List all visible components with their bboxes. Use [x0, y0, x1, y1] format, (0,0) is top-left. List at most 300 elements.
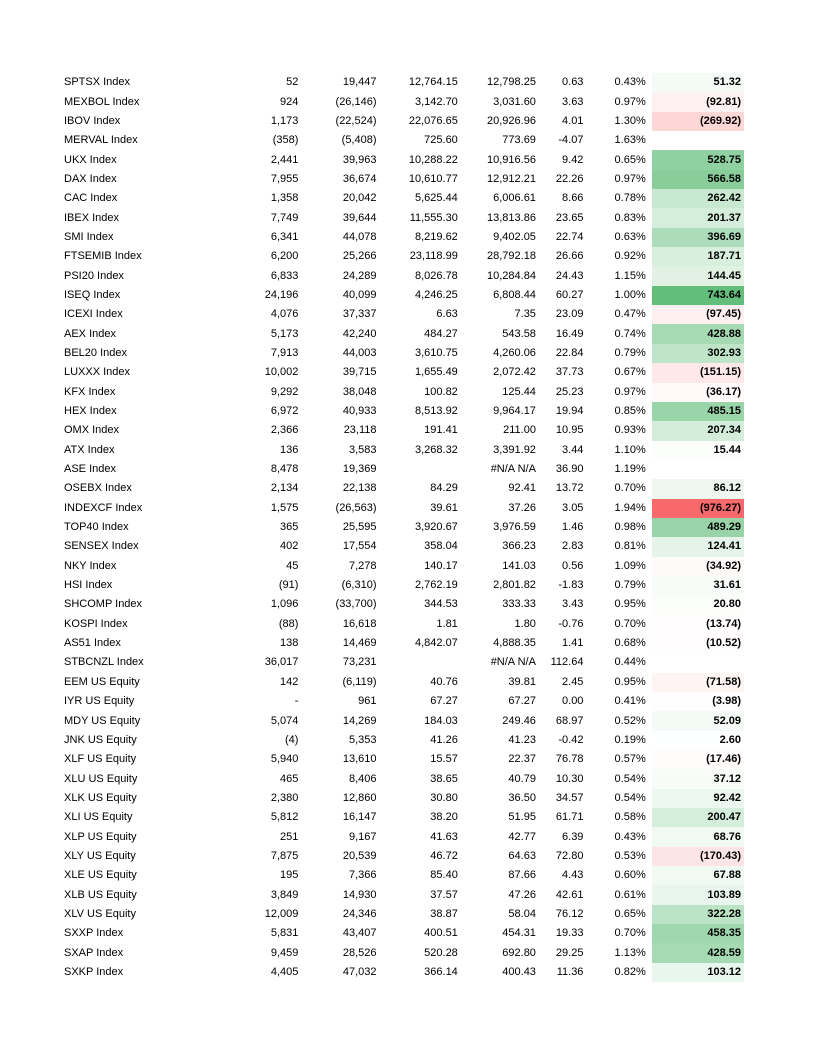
heatmap-value-cell[interactable]: 144.45 — [652, 266, 744, 285]
value-cell[interactable]: 39,715 — [342, 366, 377, 379]
value-cell[interactable]: 40.76 — [430, 675, 458, 688]
value-cell[interactable]: 1.94% — [614, 501, 646, 514]
value-cell[interactable]: 773.69 — [502, 134, 536, 147]
value-cell[interactable]: 0.56 — [562, 559, 584, 572]
value-cell[interactable]: 142 — [280, 675, 299, 688]
value-cell[interactable]: 0.92% — [614, 250, 646, 263]
value-cell[interactable]: #N/A N/A — [490, 656, 536, 669]
value-cell[interactable]: 72.80 — [555, 849, 584, 862]
value-cell[interactable]: 2,801.82 — [493, 579, 536, 592]
value-cell[interactable]: 23.65 — [555, 211, 584, 224]
value-cell[interactable]: 0.97% — [614, 172, 646, 185]
ticker-cell[interactable]: DAX Index — [64, 172, 117, 185]
value-cell[interactable]: 5,074 — [270, 714, 299, 727]
value-cell[interactable]: 195 — [280, 869, 299, 882]
value-cell[interactable]: 25,595 — [342, 521, 377, 534]
value-cell[interactable]: 1,096 — [270, 598, 299, 611]
value-cell[interactable]: (91) — [278, 579, 299, 592]
value-cell[interactable]: 465 — [280, 772, 299, 785]
value-cell[interactable]: 6,833 — [270, 269, 299, 282]
value-cell[interactable]: (5,408) — [341, 134, 377, 147]
value-cell[interactable]: 8.66 — [562, 192, 584, 205]
value-cell[interactable]: (22,524) — [335, 114, 377, 127]
ticker-cell[interactable]: EEM US Equity — [64, 675, 140, 688]
value-cell[interactable]: 1.19% — [614, 463, 646, 476]
value-cell[interactable]: 2,366 — [270, 424, 299, 437]
ticker-cell[interactable]: OMX Index — [64, 424, 120, 437]
value-cell[interactable]: 3,391.92 — [493, 443, 536, 456]
value-cell[interactable]: 67.27 — [430, 695, 458, 708]
value-cell[interactable]: (26,146) — [335, 95, 377, 108]
ticker-cell[interactable]: IYR US Equity — [64, 695, 135, 708]
value-cell[interactable]: 0.65% — [614, 907, 646, 920]
value-cell[interactable]: 0.81% — [614, 540, 646, 553]
heatmap-value-cell[interactable]: (151.15) — [652, 363, 744, 382]
value-cell[interactable]: 6,808.44 — [493, 288, 536, 301]
value-cell[interactable]: 1.30% — [614, 114, 646, 127]
value-cell[interactable]: 6,972 — [270, 405, 299, 418]
value-cell[interactable]: 0.63% — [614, 230, 646, 243]
ticker-cell[interactable]: SMI Index — [64, 230, 114, 243]
value-cell[interactable]: 0.53% — [614, 849, 646, 862]
value-cell[interactable]: 4,405 — [270, 965, 299, 978]
value-cell[interactable]: (88) — [278, 617, 299, 630]
ticker-cell[interactable]: NKY Index — [64, 559, 117, 572]
value-cell[interactable]: 84.29 — [430, 482, 458, 495]
value-cell[interactable]: 19.33 — [555, 927, 584, 940]
value-cell[interactable]: 0.85% — [614, 405, 646, 418]
heatmap-value-cell[interactable]: 743.64 — [652, 286, 744, 305]
value-cell[interactable]: 8,406 — [348, 772, 377, 785]
value-cell[interactable]: 344.53 — [424, 598, 458, 611]
ticker-cell[interactable]: ICEXI Index — [64, 308, 123, 321]
heatmap-value-cell[interactable]: (17.46) — [652, 750, 744, 769]
ticker-cell[interactable]: HSI Index — [64, 579, 113, 592]
ticker-cell[interactable]: XLY US Equity — [64, 849, 136, 862]
value-cell[interactable]: 0.00 — [562, 695, 584, 708]
value-cell[interactable]: 38.65 — [430, 772, 458, 785]
value-cell[interactable]: 140.17 — [424, 559, 458, 572]
value-cell[interactable]: 961 — [358, 695, 377, 708]
value-cell[interactable]: 36.50 — [508, 791, 536, 804]
value-cell[interactable]: 400.51 — [424, 927, 458, 940]
value-cell[interactable]: 41.63 — [430, 830, 458, 843]
value-cell[interactable]: 191.41 — [424, 424, 458, 437]
value-cell[interactable]: 12,912.21 — [487, 172, 536, 185]
value-cell[interactable]: 12,009 — [264, 907, 299, 920]
value-cell[interactable]: 0.65% — [614, 153, 646, 166]
value-cell[interactable]: 3.44 — [562, 443, 584, 456]
value-cell[interactable]: 136 — [280, 443, 299, 456]
value-cell[interactable]: 14,469 — [342, 637, 377, 650]
value-cell[interactable]: 16,147 — [342, 811, 377, 824]
value-cell[interactable]: 3.63 — [562, 95, 584, 108]
ticker-cell[interactable]: OSEBX Index — [64, 482, 132, 495]
value-cell[interactable]: 1.46 — [562, 521, 584, 534]
ticker-cell[interactable]: KFX Index — [64, 385, 116, 398]
heatmap-value-cell[interactable]: 396.69 — [652, 228, 744, 247]
value-cell[interactable]: 12,860 — [342, 791, 377, 804]
ticker-cell[interactable]: XLP US Equity — [64, 830, 137, 843]
value-cell[interactable]: 11.36 — [556, 965, 584, 978]
heatmap-value-cell[interactable]: 207.34 — [652, 421, 744, 440]
value-cell[interactable]: 5,940 — [270, 753, 299, 766]
value-cell[interactable]: 24,289 — [342, 269, 377, 282]
value-cell[interactable]: 9,964.17 — [493, 405, 536, 418]
ticker-cell[interactable]: MEXBOL Index — [64, 95, 140, 108]
ticker-cell[interactable]: ASE Index — [64, 463, 116, 476]
value-cell[interactable]: 68.97 — [555, 714, 584, 727]
value-cell[interactable]: 125.44 — [502, 385, 536, 398]
value-cell[interactable]: 44,003 — [342, 346, 377, 359]
value-cell[interactable]: 36.90 — [555, 463, 584, 476]
value-cell[interactable]: 14,269 — [342, 714, 377, 727]
heatmap-value-cell[interactable]: (13.74) — [652, 615, 744, 634]
ticker-cell[interactable]: IBOV Index — [64, 114, 121, 127]
value-cell[interactable]: 4.01 — [562, 114, 584, 127]
value-cell[interactable]: 47.26 — [508, 888, 536, 901]
heatmap-value-cell[interactable]: 103.89 — [652, 885, 744, 904]
heatmap-value-cell[interactable]: (269.92) — [652, 112, 744, 131]
ticker-cell[interactable]: SXXP Index — [64, 927, 124, 940]
value-cell[interactable]: 45 — [286, 559, 299, 572]
heatmap-value-cell[interactable]: 67.88 — [652, 866, 744, 885]
value-cell[interactable]: 10,916.56 — [487, 153, 536, 166]
value-cell[interactable]: 7,955 — [270, 172, 299, 185]
ticker-cell[interactable]: XLI US Equity — [64, 811, 133, 824]
value-cell[interactable]: 3,268.32 — [414, 443, 458, 456]
heatmap-value-cell[interactable]: 20.80 — [652, 595, 744, 614]
value-cell[interactable]: 16,618 — [342, 617, 377, 630]
value-cell[interactable]: -4.07 — [558, 134, 584, 147]
value-cell[interactable]: 22.74 — [555, 230, 584, 243]
value-cell[interactable]: 13.72 — [555, 482, 584, 495]
value-cell[interactable]: 3.05 — [562, 501, 584, 514]
value-cell[interactable]: 87.66 — [508, 869, 536, 882]
value-cell[interactable]: 1,173 — [270, 114, 299, 127]
value-cell[interactable]: 2,380 — [270, 791, 299, 804]
value-cell[interactable]: 39.81 — [508, 675, 536, 688]
value-cell[interactable]: (26,563) — [335, 501, 377, 514]
ticker-cell[interactable]: BEL20 Index — [64, 346, 127, 359]
heatmap-value-cell[interactable]: (34.92) — [652, 557, 744, 576]
value-cell[interactable]: 1.10% — [614, 443, 646, 456]
ticker-cell[interactable]: UKX Index — [64, 153, 117, 166]
heatmap-value-cell[interactable]: 37.12 — [652, 769, 744, 788]
value-cell[interactable]: 0.74% — [614, 327, 646, 340]
heatmap-value-cell[interactable]: 201.37 — [652, 208, 744, 227]
value-cell[interactable]: 19,447 — [342, 76, 377, 89]
value-cell[interactable]: 0.93% — [614, 424, 646, 437]
value-cell[interactable]: 42,240 — [342, 327, 377, 340]
ticker-cell[interactable]: SXAP Index — [64, 946, 124, 959]
value-cell[interactable]: 10,288.22 — [408, 153, 458, 166]
value-cell[interactable]: 3.43 — [562, 598, 584, 611]
value-cell[interactable]: 38,048 — [342, 385, 377, 398]
value-cell[interactable]: 3,142.70 — [414, 95, 458, 108]
heatmap-value-cell[interactable]: 187.71 — [652, 247, 744, 266]
heatmap-value-cell[interactable]: 428.88 — [652, 324, 744, 343]
value-cell[interactable]: 1.63% — [614, 134, 646, 147]
heatmap-value-cell[interactable]: 51.32 — [652, 73, 744, 92]
value-cell[interactable]: 40.79 — [508, 772, 536, 785]
value-cell[interactable]: -0.76 — [558, 617, 584, 630]
value-cell[interactable]: 28,526 — [342, 946, 377, 959]
value-cell[interactable]: 25,266 — [342, 250, 377, 263]
value-cell[interactable]: 2,762.19 — [414, 579, 458, 592]
value-cell[interactable]: 76.12 — [555, 907, 584, 920]
value-cell[interactable]: 0.68% — [614, 637, 646, 650]
value-cell[interactable]: 0.78% — [614, 192, 646, 205]
value-cell[interactable]: 85.40 — [430, 869, 458, 882]
value-cell[interactable]: 0.58% — [614, 811, 646, 824]
value-cell[interactable]: 2.83 — [562, 540, 584, 553]
heatmap-value-cell[interactable]: 322.28 — [652, 905, 744, 924]
value-cell[interactable]: (358) — [272, 134, 299, 147]
value-cell[interactable]: 23,118 — [343, 424, 377, 437]
value-cell[interactable]: 29.25 — [555, 946, 584, 959]
value-cell[interactable]: 365 — [280, 521, 299, 534]
value-cell[interactable]: 2.45 — [562, 675, 584, 688]
value-cell[interactable]: 112.64 — [550, 656, 584, 669]
value-cell[interactable]: 9,402.05 — [493, 230, 536, 243]
value-cell[interactable]: 0.79% — [614, 579, 646, 592]
value-cell[interactable]: - — [294, 695, 299, 708]
ticker-cell[interactable]: PSI20 Index — [64, 269, 124, 282]
value-cell[interactable] — [377, 460, 458, 479]
value-cell[interactable]: 8,219.62 — [414, 230, 458, 243]
value-cell[interactable]: 37.26 — [508, 501, 536, 514]
value-cell[interactable]: 40,099 — [342, 288, 377, 301]
heatmap-value-cell[interactable]: 458.35 — [652, 924, 744, 943]
value-cell[interactable]: 43,407 — [342, 927, 377, 940]
value-cell[interactable]: 7,366 — [348, 869, 377, 882]
value-cell[interactable]: 41.26 — [430, 733, 458, 746]
value-cell[interactable]: 5,831 — [270, 927, 299, 940]
heatmap-value-cell[interactable]: 92.42 — [652, 789, 744, 808]
value-cell[interactable]: 44,078 — [342, 230, 377, 243]
value-cell[interactable]: 211.00 — [503, 424, 536, 437]
value-cell[interactable]: 454.31 — [502, 927, 536, 940]
heatmap-value-cell[interactable]: 262.42 — [652, 189, 744, 208]
ticker-cell[interactable]: SENSEX Index — [64, 540, 139, 553]
ticker-cell[interactable]: IBEX Index — [64, 211, 120, 224]
value-cell[interactable]: 924 — [280, 95, 299, 108]
ticker-cell[interactable]: XLE US Equity — [64, 869, 137, 882]
value-cell[interactable]: 0.70% — [614, 927, 646, 940]
value-cell[interactable]: 10.30 — [555, 772, 584, 785]
value-cell[interactable]: 37,337 — [342, 308, 377, 321]
heatmap-value-cell[interactable] — [652, 460, 744, 479]
value-cell[interactable]: 3,920.67 — [414, 521, 458, 534]
value-cell[interactable]: 0.54% — [614, 791, 646, 804]
value-cell[interactable]: 20,926.96 — [487, 114, 536, 127]
value-cell[interactable]: 51.95 — [508, 811, 536, 824]
heatmap-value-cell[interactable]: (36.17) — [652, 383, 744, 402]
value-cell[interactable]: 37.57 — [430, 888, 458, 901]
value-cell[interactable]: 12,798.25 — [487, 76, 536, 89]
value-cell[interactable]: 0.95% — [614, 675, 646, 688]
value-cell[interactable]: 10,002 — [264, 366, 299, 379]
ticker-cell[interactable]: AEX Index — [64, 327, 116, 340]
ticker-cell[interactable]: XLB US Equity — [64, 888, 137, 901]
heatmap-value-cell[interactable]: 103.12 — [652, 963, 744, 982]
value-cell[interactable] — [377, 653, 458, 672]
ticker-cell[interactable]: XLV US Equity — [64, 907, 136, 920]
value-cell[interactable]: 0.67% — [614, 366, 646, 379]
value-cell[interactable]: 692.80 — [502, 946, 536, 959]
value-cell[interactable]: 46.72 — [430, 849, 458, 862]
value-cell[interactable]: 2,134 — [270, 482, 299, 495]
value-cell[interactable]: 16.49 — [555, 327, 584, 340]
value-cell[interactable]: 9,292 — [270, 385, 299, 398]
value-cell[interactable]: 12,764.15 — [408, 76, 458, 89]
value-cell[interactable]: 1.41 — [562, 637, 584, 650]
ticker-cell[interactable]: HEX Index — [64, 405, 117, 418]
value-cell[interactable]: 0.95% — [614, 598, 646, 611]
value-cell[interactable]: 0.97% — [614, 95, 646, 108]
heatmap-value-cell[interactable]: (3.98) — [652, 692, 744, 711]
heatmap-value-cell[interactable]: (71.58) — [652, 673, 744, 692]
heatmap-value-cell[interactable]: 200.47 — [652, 808, 744, 827]
value-cell[interactable]: 1.09% — [614, 559, 646, 572]
value-cell[interactable]: 23.09 — [555, 308, 584, 321]
value-cell[interactable]: 22,076.65 — [408, 114, 458, 127]
value-cell[interactable]: 5,173 — [270, 327, 299, 340]
ticker-cell[interactable]: MDY US Equity — [64, 714, 141, 727]
heatmap-value-cell[interactable]: (10.52) — [652, 634, 744, 653]
value-cell[interactable]: 9,459 — [270, 946, 299, 959]
value-cell[interactable]: 25.23 — [555, 385, 584, 398]
value-cell[interactable]: 5,353 — [348, 733, 377, 746]
value-cell[interactable]: 0.70% — [614, 617, 646, 630]
value-cell[interactable]: 0.70% — [614, 482, 646, 495]
value-cell[interactable]: 5,812 — [270, 811, 299, 824]
value-cell[interactable]: -0.42 — [558, 733, 584, 746]
value-cell[interactable]: 3,976.59 — [493, 521, 536, 534]
ticker-cell[interactable]: ATX Index — [64, 443, 115, 456]
value-cell[interactable]: 1,575 — [270, 501, 299, 514]
value-cell[interactable]: 22,138 — [342, 482, 377, 495]
value-cell[interactable]: 0.44% — [614, 656, 646, 669]
value-cell[interactable]: 8,026.78 — [414, 269, 458, 282]
value-cell[interactable]: 5,625.44 — [414, 192, 458, 205]
heatmap-value-cell[interactable]: 485.15 — [652, 402, 744, 421]
value-cell[interactable]: 7.35 — [514, 308, 536, 321]
ticker-cell[interactable]: AS51 Index — [64, 637, 121, 650]
ticker-cell[interactable]: MERVAL Index — [64, 134, 138, 147]
value-cell[interactable]: 1.00% — [614, 288, 646, 301]
value-cell[interactable]: 92.41 — [508, 482, 536, 495]
value-cell[interactable]: 42.77 — [508, 830, 536, 843]
value-cell[interactable]: 1.81 — [436, 617, 458, 630]
value-cell[interactable]: 2,072.42 — [493, 366, 536, 379]
value-cell[interactable]: 6.63 — [436, 308, 458, 321]
value-cell[interactable]: 0.52% — [614, 714, 646, 727]
value-cell[interactable]: 0.54% — [614, 772, 646, 785]
value-cell[interactable]: 6.39 — [562, 830, 584, 843]
value-cell[interactable]: 251 — [280, 830, 299, 843]
value-cell[interactable]: 0.79% — [614, 346, 646, 359]
value-cell[interactable]: 23,118.99 — [409, 250, 458, 263]
ticker-cell[interactable]: SHCOMP Index — [64, 598, 143, 611]
value-cell[interactable]: 7,875 — [270, 849, 299, 862]
value-cell[interactable]: 0.60% — [614, 869, 646, 882]
value-cell[interactable]: 10.95 — [555, 424, 584, 437]
value-cell[interactable]: 22.37 — [508, 753, 536, 766]
value-cell[interactable]: 0.19% — [614, 733, 646, 746]
value-cell[interactable]: 38.87 — [430, 907, 458, 920]
value-cell[interactable]: 22.26 — [555, 172, 584, 185]
value-cell[interactable]: 76.78 — [555, 753, 584, 766]
value-cell[interactable]: 13,610 — [342, 753, 377, 766]
ticker-cell[interactable]: TOP40 Index — [64, 521, 129, 534]
heatmap-value-cell[interactable] — [652, 131, 744, 150]
value-cell[interactable]: 333.33 — [502, 598, 536, 611]
heatmap-value-cell[interactable]: 2.60 — [652, 731, 744, 750]
value-cell[interactable]: 8,478 — [270, 463, 299, 476]
value-cell[interactable]: 9,167 — [348, 830, 377, 843]
heatmap-value-cell[interactable]: 31.61 — [652, 576, 744, 595]
value-cell[interactable]: 19.94 — [555, 405, 584, 418]
value-cell[interactable]: 358.04 — [424, 540, 458, 553]
value-cell[interactable]: 22.84 — [555, 346, 584, 359]
heatmap-value-cell[interactable]: 302.93 — [652, 344, 744, 363]
value-cell[interactable]: 4,842.07 — [414, 637, 458, 650]
value-cell[interactable]: (4) — [284, 733, 299, 746]
value-cell[interactable]: 8,513.92 — [414, 405, 458, 418]
value-cell[interactable]: 67.27 — [508, 695, 536, 708]
value-cell[interactable]: 0.97% — [614, 385, 646, 398]
value-cell[interactable]: 28,792.18 — [487, 250, 536, 263]
value-cell[interactable]: 3,849 — [270, 888, 299, 901]
ticker-cell[interactable]: INDEXCF Index — [64, 501, 143, 514]
value-cell[interactable]: 0.43% — [614, 76, 646, 89]
heatmap-value-cell[interactable]: 15.44 — [652, 441, 744, 460]
value-cell[interactable]: 4,076 — [270, 308, 299, 321]
heatmap-value-cell[interactable]: (170.43) — [652, 847, 744, 866]
value-cell[interactable]: 184.03 — [424, 714, 458, 727]
value-cell[interactable]: 38.20 — [430, 811, 458, 824]
heatmap-value-cell[interactable]: 52.09 — [652, 711, 744, 730]
value-cell[interactable]: 249.46 — [502, 714, 536, 727]
value-cell[interactable]: -1.83 — [558, 579, 584, 592]
value-cell[interactable]: 34.57 — [555, 791, 584, 804]
ticker-cell[interactable]: LUXXX Index — [64, 366, 131, 379]
value-cell[interactable]: 39,644 — [342, 211, 377, 224]
value-cell[interactable]: 7,749 — [270, 211, 299, 224]
ticker-cell[interactable]: XLK US Equity — [64, 791, 137, 804]
value-cell[interactable]: 2,441 — [270, 153, 299, 166]
heatmap-value-cell[interactable]: 528.75 — [652, 150, 744, 169]
heatmap-value-cell[interactable] — [652, 653, 744, 672]
value-cell[interactable]: 24,346 — [342, 907, 377, 920]
value-cell[interactable]: 40,933 — [342, 405, 377, 418]
value-cell[interactable]: 24.43 — [555, 269, 584, 282]
value-cell[interactable]: 1.15% — [614, 269, 646, 282]
value-cell[interactable]: 3,031.60 — [493, 95, 536, 108]
value-cell[interactable]: 0.82% — [614, 965, 646, 978]
value-cell[interactable]: 73,231 — [342, 656, 377, 669]
value-cell[interactable]: 42.61 — [555, 888, 584, 901]
value-cell[interactable]: 402 — [280, 540, 299, 553]
value-cell[interactable]: 1,655.49 — [414, 366, 458, 379]
value-cell[interactable]: 7,913 — [270, 346, 299, 359]
value-cell[interactable]: 4,888.35 — [493, 637, 536, 650]
value-cell[interactable]: 141.03 — [502, 559, 536, 572]
value-cell[interactable]: (33,700) — [335, 598, 377, 611]
heatmap-value-cell[interactable]: (92.81) — [652, 92, 744, 111]
